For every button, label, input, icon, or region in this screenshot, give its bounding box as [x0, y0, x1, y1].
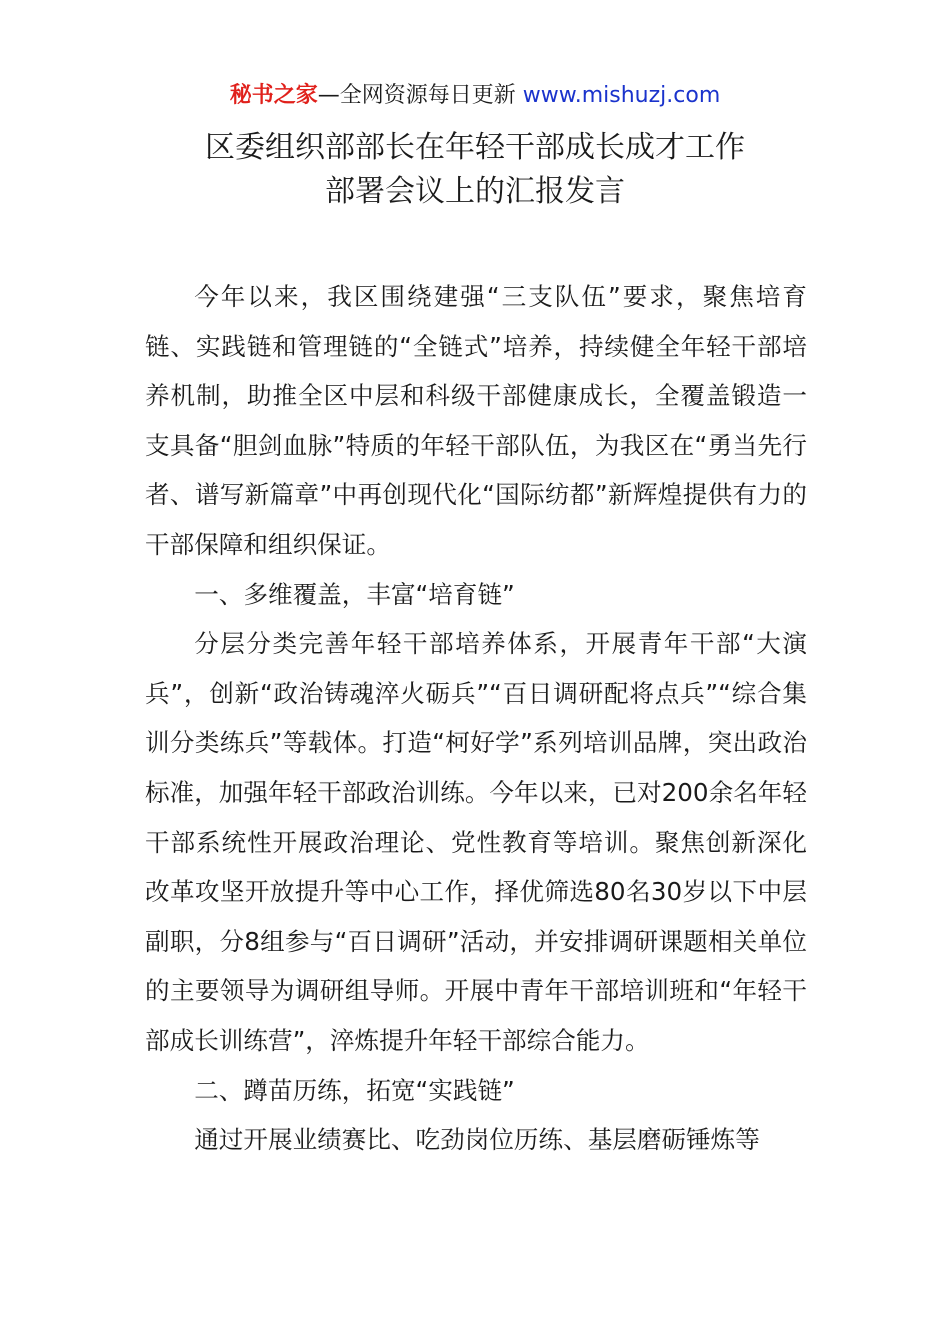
section-1-paragraph: 分层分类完善年轻干部培养体系，开展青年干部“大演兵”，创新“政治铸魂淬火砺兵”“百日调研配将点兵”“综合集训分类练兵”等载体。打造“柯好学”系列培训品牌，突出政治标准，加强年轻干部政治训练。今年以来，已对200余名年轻干部系统性开展政治理论、党性教育等培训。聚焦创新深化改革攻坚开放提升等中心工作，择优筛选80名30岁以下中层副职，分8组参与“百日调研”活动，并安排调研课题相关单位的主要领导为调研组导师。开展中青年干部培训班和“年轻干部成长训练营”，淬炼提升年轻干部综合能力。 — [145, 629, 807, 1055]
site-brand: 秘书之家 — [229, 83, 318, 108]
intro-paragraph: 今年以来，我区围绕建强“三支队伍”要求，聚焦培育链、实践链和管理链的“全链式”培养，持续健全年轻干部培养机制，助推全区中层和科级干部健康成长，全覆盖锻造一支具备“胆剑血脉”特质的年轻干部队伍，为我区在“勇当先行者、谱写新篇章”中再创现代化“国际纺都”新辉煌提供有力的干部保障和组织保证。 — [145, 282, 807, 559]
document-title-line-1: 区委组织部部长在年轻干部成长成才工作 — [205, 130, 745, 165]
section-heading-1: 一、多维覆盖，丰富“培育链” — [194, 579, 515, 609]
site-url-link[interactable]: www.mishuzj.com — [522, 83, 721, 108]
document-title — [0, 126, 950, 214]
document-title-line-2: 部署会议上的汇报发言 — [325, 174, 625, 209]
document-body — [145, 272, 807, 1165]
site-header — [0, 80, 950, 112]
section-2-paragraph: 通过开展业绩赛比、吃劲岗位历练、基层磨砺锤炼等 — [194, 1125, 760, 1155]
site-slogan: —全网资源每日更新 — [317, 83, 523, 108]
section-heading-2: 二、蹲苗历练，拓宽“实践链” — [194, 1075, 515, 1105]
